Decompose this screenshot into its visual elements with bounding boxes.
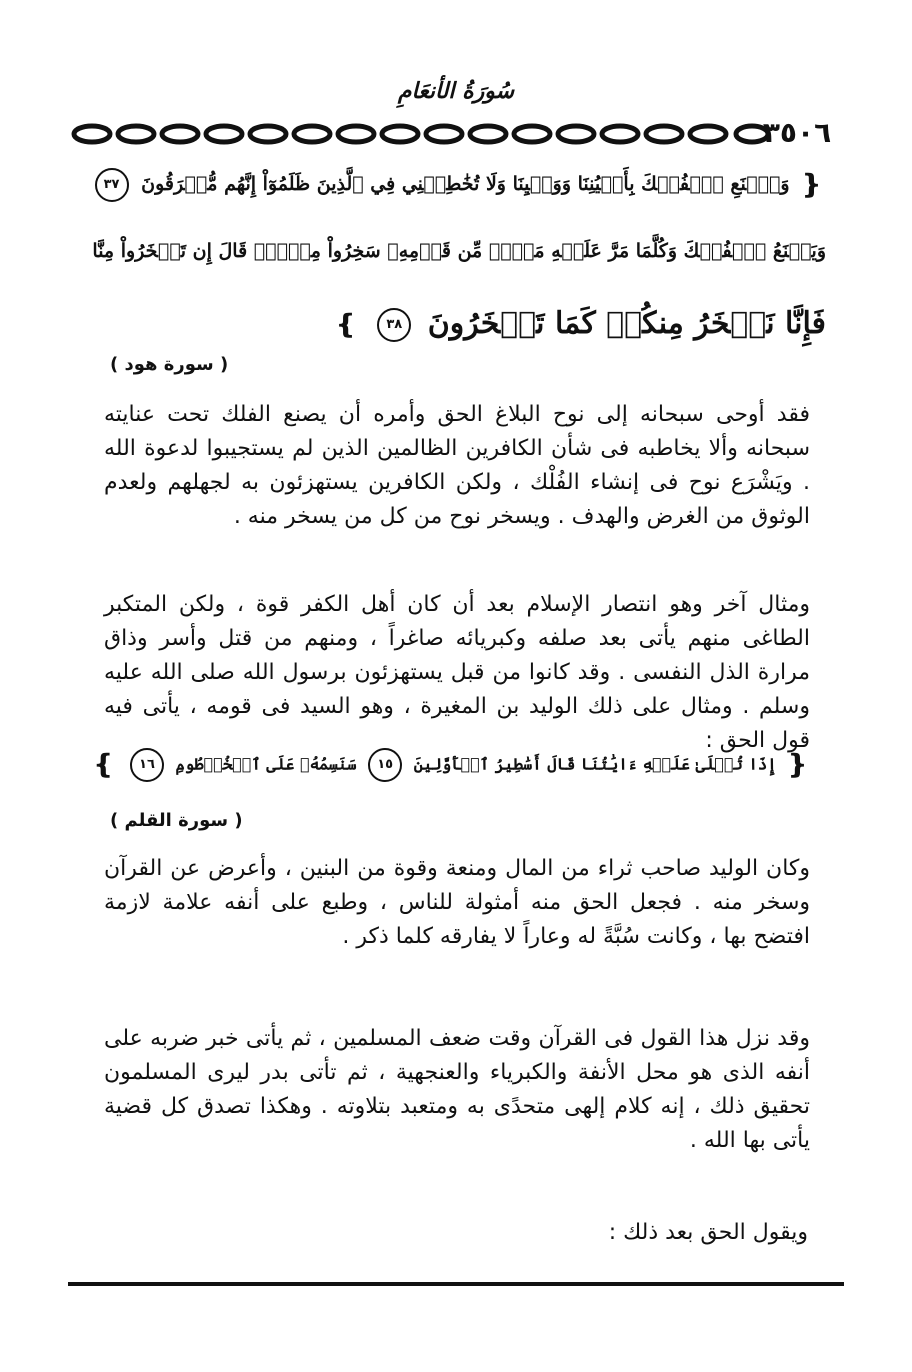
verse-text: وَيَصۡنَعُ ٱلۡفُلۡكَ وَكُلَّمَا مَرَّ عَلَيۡهِ مَلَأٞ مِّن قَوۡمِهِۦ سَخِرُواْ مِنۡهُۚ قَالَ إِن تَسۡخَرُواْ مِنَّا [92,240,826,262]
verse-source-qalam: ( سورة القلم ) [110,810,243,831]
verse-source-hud: ( سورة هود ) [110,354,229,375]
verse-close-bracket: ❵ [335,310,357,340]
paragraph-2: ومثال آخر وهو انتصار الإسلام بعد أن كان أهل الكفر قوة ، ولكن المتكبر الطاغى منهم يأتى بعد صلفه وكبريائه صاغراً ، ومنهم من قتل وأسر وذاق مرارة الذل النفسى . وقد كانوا من قبل يستهزئون برسول الله صلى الله عليه وسلم . ومثال على ذلك الوليد بن المغيرة ، وهو السيد فى قومه ، يأتى فيه قول الحق : [104,592,810,753]
verse-text: فَإِنَّا نَسۡخَرُ مِنكُمۡ كَمَا تَسۡخَرُونَ [427,306,826,341]
ayah-number-marker: ٣٨ [377,308,411,342]
verse-text: وَٱصۡنَعِ ٱلۡفُلۡكَ بِأَعۡيُنِنَا وَوَحۡيِنَا وَلَا تُخَٰطِبۡنِي فِي ٱلَّذِينَ ظَلَمُوٓاْ إِنَّهُم مُّغۡرَقُونَ [141,173,790,195]
closing-line: ويقول الحق بعد ذلك : [608,1220,808,1245]
verse-line-qalam [89,748,812,782]
verse-line-2 [92,240,826,262]
paragraph-1: فقد أوحى سبحانه إلى نوح البلاغ الحق وأمره أن يصنع الفلك تحت عنايته سبحانه وألا يخاطبه فى شأن الكافرين الظالمين الذين لم يستجيبوا لدعوة الله . ويَشْرَع نوح فى إنشاء الفُلْك ، ولكن الكافرين يستهزئون به لجهلهم ولعدم الوثوق من الغرض والهدف . ويسخر نوح من كل من يسخر منه . [104,402,810,529]
footer-rule [68,1282,844,1286]
page-number: ٣٥٠٦ [762,116,832,149]
verse-line-3 [331,306,826,342]
paragraph-3: وكان الوليد صاحب ثراء من المال ومنعة وقوة من البنين ، وأعرض عن القرآن وسخر منه . فجعل الحق منه أمثولة للناس ، وطبع على أنفه علامة لازمة افتضح بها ، وكانت سُبَّةً له وعاراً لا يفارقه كلما ذكر . [104,856,810,949]
paragraph-4: وقد نزل هذا القول فى القرآن وقت ضعف المسلمين ، ثم يأتى خبر ضربه على أنفه الذى هو محل الأنفة والكبرياء والعنجهية ، ثم تأتى بدر ليرى المسلمون تحقيق ذلك ، إنه كلام إلهى متحدًى به ومتعبد بتلاوته . وهكذا تصدق كل قضية يأتى بها الله . [104,1026,810,1153]
verse-text: سَنَسِمُهُۥ عَلَى ٱلۡخُرۡطُومِ [175,754,357,774]
verse-open-bracket: ❴ [800,170,822,200]
verse-line-1 [89,168,826,202]
decorative-chain-border [70,120,770,148]
ayah-number-marker: ٣٧ [95,168,129,202]
verse-open-bracket: ❴ [786,750,808,780]
ayah-number-marker: ١٦ [130,748,164,782]
ayah-number-marker: ١٥ [368,748,402,782]
surah-title: سُورَةُ الأنعَامِ [397,78,515,104]
verse-text: إِذَا تُتۡلَىٰ عَلَيۡهِ ءَايَٰتُنَا قَالَ أَسَٰطِيرُ ٱلۡأَوَّلِينَ [413,754,777,774]
verse-close-bracket: ❵ [92,750,115,780]
